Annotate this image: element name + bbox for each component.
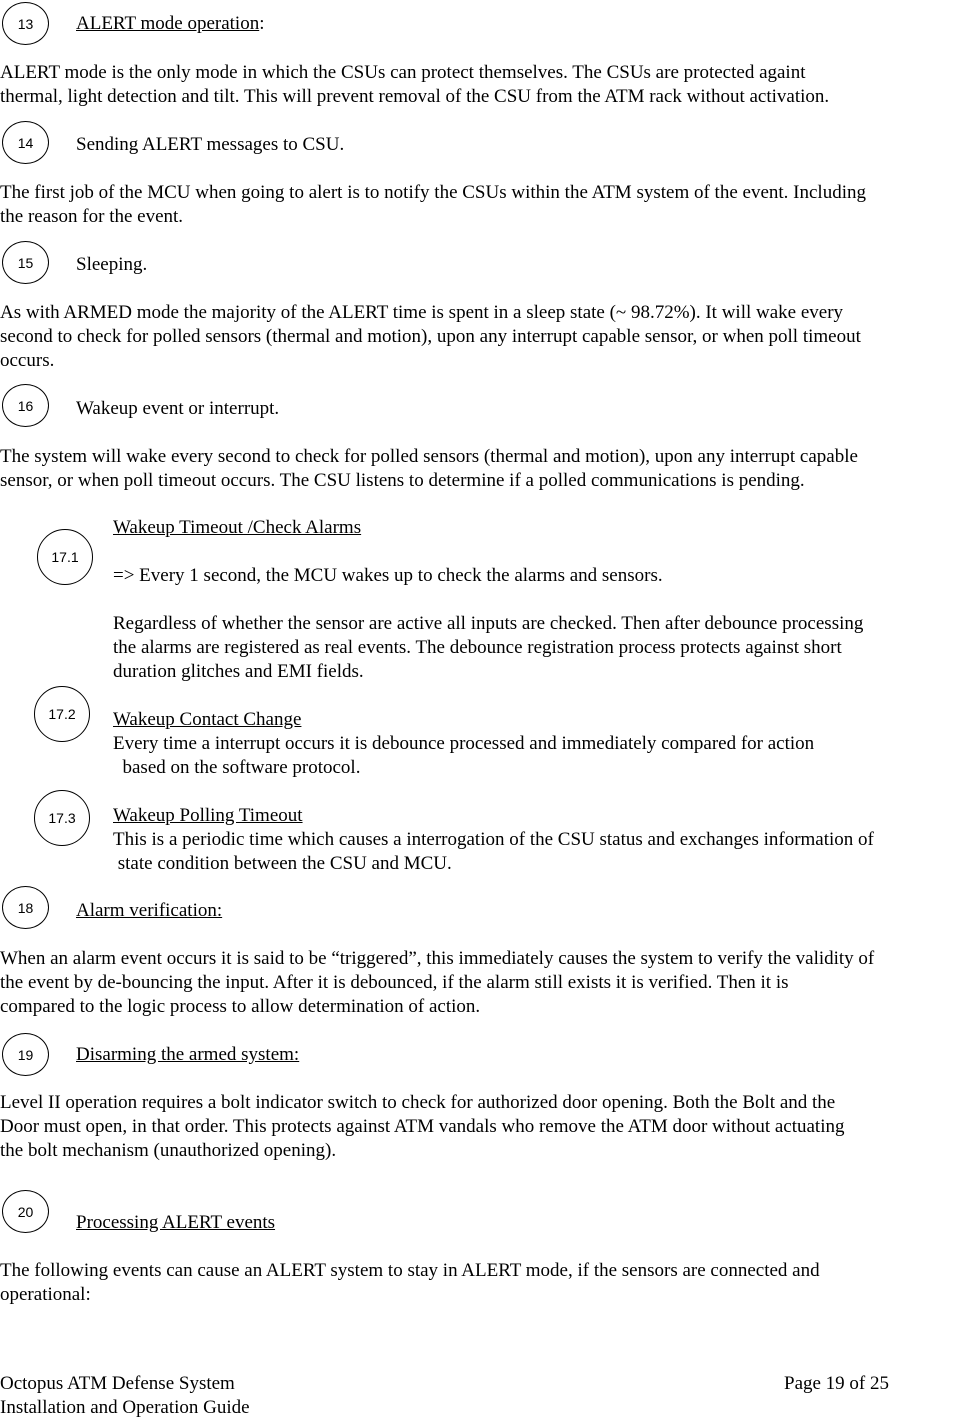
step-number: 15 <box>17 254 34 271</box>
paragraph-line: Regardless of whether the sensor are active all inputs are checked. Then after debounce processing <box>113 613 864 634</box>
step-number: 19 <box>17 1046 34 1063</box>
paragraph-line: second to check for polled sensors (thermal and motion), upon any interrupt capable sensor, or when poll timeout <box>0 326 861 347</box>
heading-suffix: : <box>259 13 265 34</box>
paragraph-line: sensor, or when poll timeout occurs. The CSU listens to determine if a polled communications is pending. <box>0 470 805 491</box>
section-heading: Wakeup event or interrupt. <box>76 398 280 419</box>
paragraph-line: As with ARMED mode the majority of the ALERT time is spent in a sleep state (~ 98.72%). It will wake every <box>0 302 844 323</box>
step-13-marker <box>2 2 49 45</box>
footer-product: Octopus ATM Defense System <box>0 1373 235 1394</box>
section-heading: Sending ALERT messages to CSU. <box>76 134 345 155</box>
paragraph-line: the alarms are registered as real events. The debounce registration process protects against short <box>113 637 842 658</box>
footer-guide: Installation and Operation Guide <box>0 1397 250 1418</box>
section-heading: Wakeup Polling Timeout <box>113 805 303 826</box>
step-18-marker <box>2 886 49 929</box>
step-17-1-marker <box>37 529 93 585</box>
section-heading: Disarming the armed system: <box>76 1044 300 1065</box>
paragraph-line: the bolt mechanism (unauthorized opening). <box>0 1140 337 1161</box>
section-heading: Alarm verification: <box>76 900 223 921</box>
section-heading: Wakeup Contact Change <box>113 709 302 730</box>
section-heading <box>76 12 264 36</box>
paragraph-line: The system will wake every second to check for polled sensors (thermal and motion), upon any interrupt capable <box>0 446 858 467</box>
heading-text: ALERT mode operation <box>76 13 260 34</box>
step-number: 17.1 <box>51 549 79 565</box>
step-number: 18 <box>17 899 34 916</box>
paragraph-line: Door must open, in that order. This protects against ATM vandals who remove the ATM door without actuating <box>0 1116 845 1137</box>
step-number: 13 <box>17 15 34 32</box>
step-20-marker <box>2 1190 49 1233</box>
step-number: 17.3 <box>48 810 76 826</box>
paragraph-line: The first job of the MCU when going to alert is to notify the CSUs within the ATM system of the event. Including <box>0 182 866 203</box>
paragraph-line: This is a periodic time which causes a interrogation of the CSU status and exchanges information of <box>113 829 874 850</box>
step-number: 17.2 <box>48 706 76 722</box>
paragraph-line: occurs. <box>0 350 55 371</box>
paragraph-line: duration glitches and EMI fields. <box>113 661 364 682</box>
section-heading: Wakeup Timeout /Check Alarms <box>113 517 362 538</box>
paragraph-line: ALERT mode is the only mode in which the CSUs can protect themselves. The CSUs are protected againt <box>0 62 806 83</box>
step-15-marker <box>2 241 49 284</box>
step-number: 14 <box>17 134 34 151</box>
paragraph-line: the reason for the event. <box>0 206 184 227</box>
paragraph-line: based on the software protocol. <box>113 757 361 778</box>
paragraph-line: compared to the logic process to allow determination of action. <box>0 996 481 1017</box>
step-number: 16 <box>17 397 34 414</box>
step-16-marker <box>2 384 49 427</box>
step-17-2-marker <box>34 686 90 742</box>
step-number: 20 <box>17 1203 34 1220</box>
paragraph-line: the event by de-bouncing the input. After it is debounced, if the alarm still exists it is verified. Then it is <box>0 972 789 993</box>
section-heading: Processing ALERT events <box>76 1212 276 1233</box>
arrow-line: => Every 1 second, the MCU wakes up to check the alarms and sensors. <box>113 565 663 586</box>
paragraph-line: operational: <box>0 1284 91 1305</box>
footer-page-number: Page 19 of 25 <box>784 1373 890 1394</box>
paragraph-line: Level II operation requires a bolt indicator switch to check for authorized door opening. Both the Bolt and the <box>0 1092 836 1113</box>
paragraph-line: state condition between the CSU and MCU. <box>113 853 452 874</box>
section-heading: Sleeping. <box>76 254 148 275</box>
paragraph-line: When an alarm event occurs it is said to be “triggered”, this immediately causes the system to verify the validity of <box>0 948 875 969</box>
paragraph-line: The following events can cause an ALERT system to stay in ALERT mode, if the sensors are connected and <box>0 1260 820 1281</box>
step-17-3-marker <box>34 790 90 846</box>
paragraph-line: Every time a interrupt occurs it is debounce processed and immediately compared for action <box>113 733 815 754</box>
paragraph-line: thermal, light detection and tilt. This will prevent removal of the CSU from the ATM rack without activation. <box>0 86 830 107</box>
step-14-marker <box>2 121 49 164</box>
step-19-marker <box>2 1033 49 1076</box>
